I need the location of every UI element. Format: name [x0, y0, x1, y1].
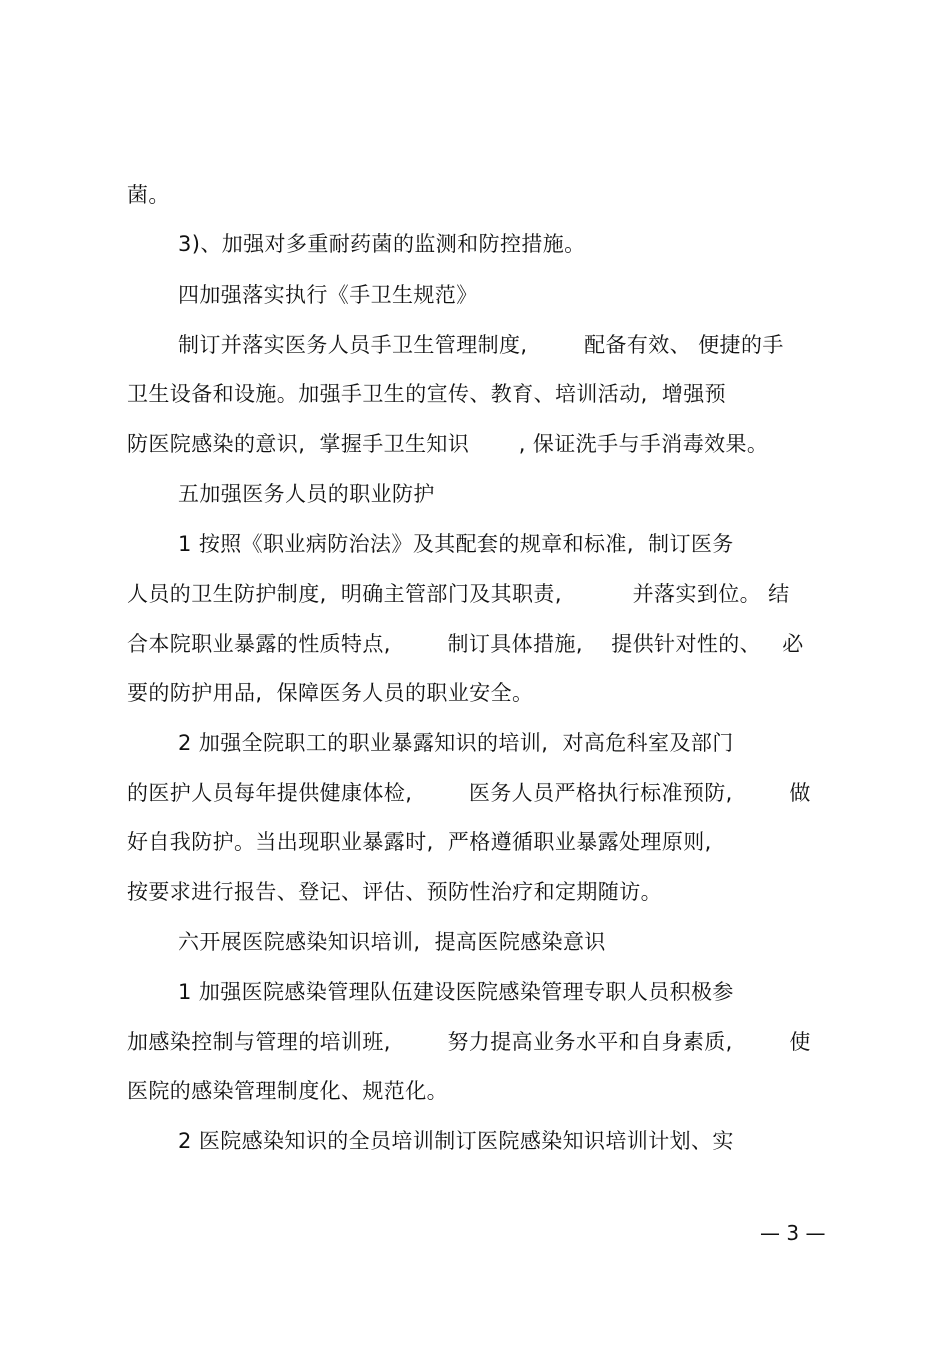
- text-line: 按要求进行报告、登记、评估、预防性治疗和定期随访。: [127, 880, 662, 904]
- page-number: — 3 —: [760, 1221, 826, 1245]
- text-line: 要的防护用品, 保障医务人员的职业安全。: [127, 681, 534, 705]
- text-line: 卫生设备和设施。加强手卫生的宣传、教育、培训活动, 增强预: [127, 382, 727, 406]
- text-line: 1 按照《职业病防治法》及其配套的规章和标准, 制订医务: [178, 532, 734, 556]
- text-line: 加感染控制与管理的培训班, 努力提高业务水平和自身素质, 使: [127, 1030, 811, 1054]
- section-heading: 六开展医院感染知识培训, 提高医院感染意识: [178, 930, 606, 954]
- text-line: 菌。: [127, 183, 170, 207]
- text-line: 防医院感染的意识, 掌握手卫生知识 , 保证洗手与手消毒效果。: [127, 432, 769, 456]
- section-heading: 五加强医务人员的职业防护: [178, 482, 435, 506]
- text-line: 人员的卫生防护制度, 明确主管部门及其职责, 并落实到位。 结: [127, 582, 790, 606]
- section-heading: 四加强落实执行《手卫生规范》: [178, 283, 478, 307]
- text-line: 合本院职业暴露的性质特点, 制订具体措施, 提供针对性的、 必: [127, 632, 804, 656]
- text-line: 3)、加强对多重耐药菌的监测和防控措施。: [178, 232, 586, 256]
- text-line: 医院的感染管理制度化、规范化。: [127, 1079, 448, 1103]
- text-line: 1 加强医院感染管理队伍建设医院感染管理专职人员积极参: [178, 980, 734, 1004]
- text-line: 好自我防护。当出现职业暴露时, 严格遵循职业暴露处理原则,: [127, 830, 712, 854]
- text-line: 2 加强全院职工的职业暴露知识的培训, 对高危科室及部门: [178, 731, 734, 755]
- text-line: 的医护人员每年提供健康体检, 医务人员严格执行标准预防, 做: [127, 781, 811, 805]
- text-line: 2 医院感染知识的全员培训制订医院感染知识培训计划、实: [178, 1129, 734, 1153]
- text-line: 制订并落实医务人员手卫生管理制度, 配备有效、 便捷的手: [178, 333, 784, 357]
